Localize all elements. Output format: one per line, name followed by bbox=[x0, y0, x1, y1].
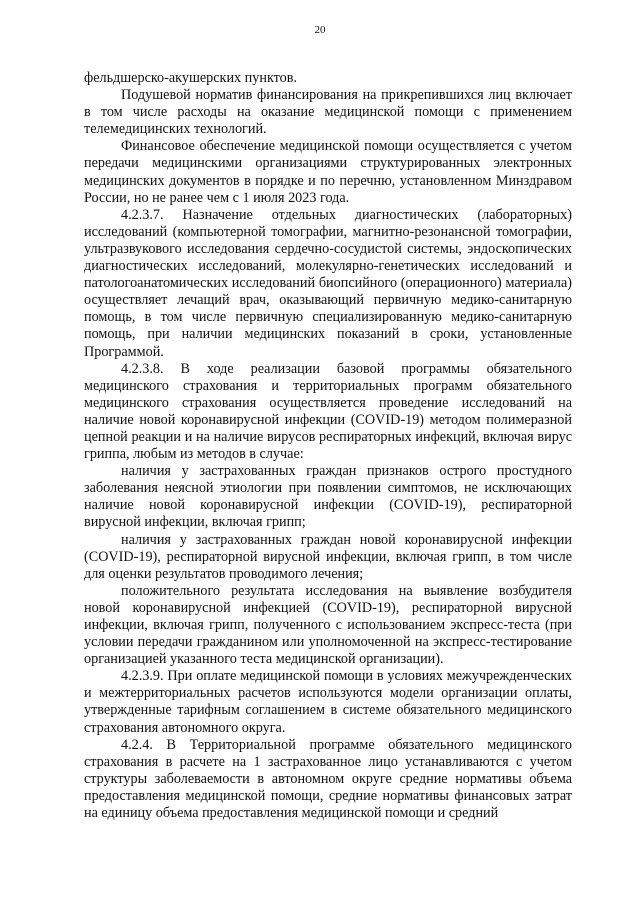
list-item-positive-result: положительного результата исследования на выявление возбудителя новой коронавирусной инфекцией (COVID-19), респираторной вирусной инфекции, включая грипп, полученного с использованием экспресс-теста (при условии передачи гражданином или уполномоченной на экспресс-тестирование организацией указанного теста медицинской организации). bbox=[84, 582, 572, 668]
paragraph-4-2-3-9: 4.2.3.9. При оплате медицинской помощи в условиях межучрежденческих и межтерриториальных расчетов используются модели организации оплаты, утвержденные тарифным соглашением в системе обязательного медицинского страхования автономного округа. bbox=[84, 668, 572, 736]
paragraph-continuation: фельдшерско-акушерских пунктов. bbox=[84, 70, 298, 86]
paragraph-4-2-3-8: 4.2.3.8. В ходе реализации базовой программы обязательного медицинского страхования и территориальных программ обязательного медицинского страхования осуществляется проведение исследований на наличие новой коронавирусной инфекции (COVID-19) методом полимеразной цепной реакции и на наличие вирусов респираторных инфекций, включая вирус гриппа, любым из методов в случае: bbox=[84, 360, 572, 463]
document-body bbox=[84, 70, 572, 822]
list-item-infection: наличия у застрахованных граждан новой коронавирусной инфекции (COVID-19), респираторной вирусной инфекции, включая грипп, в том числе для оценки результатов проводимого лечения; bbox=[84, 531, 572, 582]
paragraph-4-2-3-7: 4.2.3.7. Назначение отдельных диагностических (лабораторных) исследований (компьютерной томографии, магнитно-резонансной томографии, ультразвукового исследования сердечно-сосудистой системы, эндоскопических диагностических исследований, молекулярно-генетических исследований и патологоанатомических исследований биопсийного (операционного) материала) осуществляет лечащий врач, оказывающий первичную медико-санитарную помощь, в том числе первичную специализированную медико-санитарную помощь, при наличии медицинских показаний в сроки, установленные Программой. bbox=[84, 206, 572, 360]
paragraph-4-2-4: 4.2.4. В Территориальной программе обязательного медицинского страхования в расчете на 1 застрахованное лицо устанавливаются с учетом структуры заболеваемости в автономном округе средние нормативы объема предоставления медицинской помощи, средние нормативы финансовых затрат на единицу объема предоставления медицинской помощи и средний bbox=[84, 736, 572, 822]
list-item-symptoms: наличия у застрахованных граждан признаков острого простудного заболевания неясной этиологии при появлении симптомов, не исключающих наличие новой коронавирусной инфекции (COVID-19), респираторной вирусной инфекции, включая грипп; bbox=[84, 463, 572, 531]
paragraph-per-capita-standard: Подушевой норматив финансирования на прикрепившихся лиц включает в том числе расходы на оказание медицинской помощи с применением телемедицинских технологий. bbox=[84, 87, 572, 138]
paragraph-financial-support: Финансовое обеспечение медицинской помощи осуществляется с учетом передачи медицинскими организациями структурированных электронных медицинских документов в порядке и по перечню, установленном Минздравом России, но не ранее чем с 1 июля 2023 года. bbox=[84, 138, 572, 206]
page-number: 20 bbox=[314, 24, 326, 36]
